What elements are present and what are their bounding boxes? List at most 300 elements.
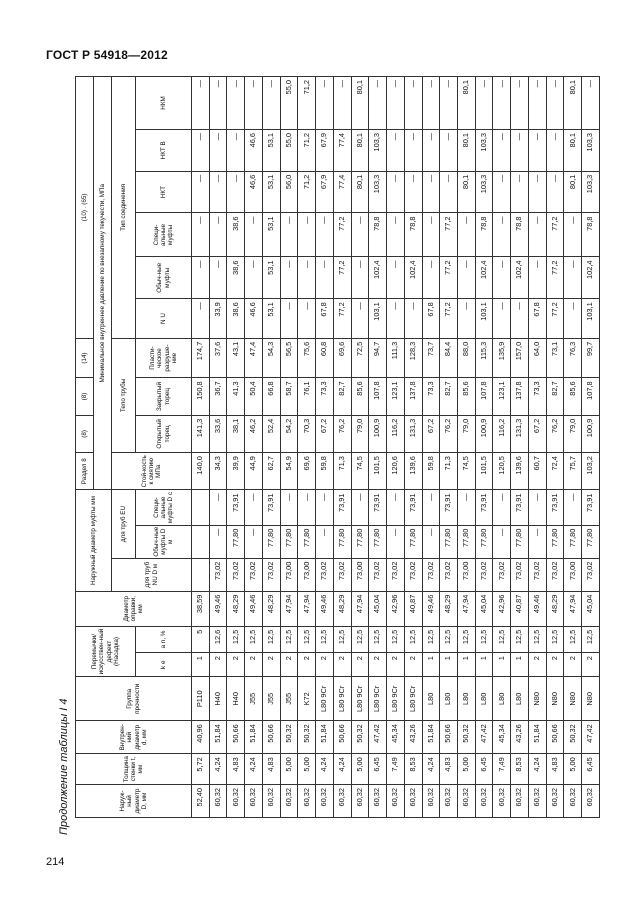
table-cell: 80,1 xyxy=(351,171,369,213)
table-cell: 78,8 xyxy=(475,213,493,257)
table-cell: — xyxy=(422,171,440,213)
table-cell: 77,2 xyxy=(333,213,351,257)
table-cell: 52,4 xyxy=(262,415,280,452)
table-cell: — xyxy=(351,257,369,299)
table-row xyxy=(192,77,210,818)
table-cell: — xyxy=(440,171,458,213)
table-cell: 53,1 xyxy=(262,171,280,213)
table-cell: 76,2 xyxy=(333,415,351,452)
table-cell: 8,53 xyxy=(404,754,422,785)
table-cell: L80 9Cr xyxy=(404,677,422,721)
table-cell: 102,4 xyxy=(511,257,529,299)
table-cell: 77,2 xyxy=(440,257,458,299)
table-cell: — xyxy=(422,257,440,299)
table-cell: — xyxy=(209,171,227,213)
table-cell: N80 xyxy=(582,677,600,721)
table-cell: 47,42 xyxy=(369,721,387,754)
table-cell: 43,1 xyxy=(227,338,245,378)
table-cell: 73,02 xyxy=(511,558,529,591)
table-cell: — xyxy=(351,299,369,339)
table-cell: 139,6 xyxy=(404,453,422,490)
table-row xyxy=(316,77,334,818)
table-cell: 38,6 xyxy=(227,299,245,339)
table-cell: 73,91 xyxy=(333,490,351,525)
table-cell: 47,94 xyxy=(458,591,476,626)
table-cell: 50,32 xyxy=(458,721,476,754)
table-cell: — xyxy=(280,299,298,339)
table-cell: 73,02 xyxy=(387,558,405,591)
table-cell: — xyxy=(351,213,369,257)
table-cell: 12,6 xyxy=(209,626,227,652)
table-cell: 80,1 xyxy=(564,129,582,171)
table-row xyxy=(280,77,298,818)
table-cell: H40 xyxy=(227,677,245,721)
table-cell: 77,4 xyxy=(333,129,351,171)
table-cell: — xyxy=(227,129,245,171)
table-row xyxy=(245,77,263,818)
table-cell: 73,02 xyxy=(209,558,227,591)
table-cell: 1 xyxy=(192,653,210,677)
table-cell: 45,04 xyxy=(582,591,600,626)
table-cell: 4,24 xyxy=(333,754,351,785)
th-nu-coupling: для труб NU D м xyxy=(112,558,192,591)
th-wall-thickness: Толщина стенки t, мм xyxy=(76,754,192,785)
th-section-8a: (8) xyxy=(76,415,94,452)
table-cell: 2 xyxy=(316,653,334,677)
table-cell: 56,5 xyxy=(280,338,298,378)
table-cell: 55,0 xyxy=(280,129,298,171)
table-cell: 43,26 xyxy=(404,721,422,754)
table-cell: 44,9 xyxy=(245,453,263,490)
th-eu-special: Специ-альные муфты D с xyxy=(136,490,192,525)
table-cell: — xyxy=(422,77,440,130)
table-cell: 128,3 xyxy=(404,338,422,378)
table-cell: 99,7 xyxy=(582,338,600,378)
table-cell: 74,5 xyxy=(351,453,369,490)
table-cell: — xyxy=(422,129,440,171)
table-cell: 6,45 xyxy=(475,754,493,785)
th-drift-diameter: Диаметр оправки, мм xyxy=(76,591,192,626)
table-cell: 73,02 xyxy=(440,558,458,591)
th-nkm: НКМ xyxy=(136,77,192,130)
table-cell: 73,02 xyxy=(227,558,245,591)
table-cell: 77,80 xyxy=(262,525,280,558)
table-cell: 5,00 xyxy=(351,754,369,785)
table-cell: 47,42 xyxy=(475,721,493,754)
table-cell: 60,32 xyxy=(245,785,263,818)
table-row xyxy=(582,77,600,818)
table-cell: 137,8 xyxy=(404,378,422,415)
table-cell: 73,02 xyxy=(316,558,334,591)
table-cell: — xyxy=(582,77,600,130)
table-cell: L80 9Cr xyxy=(351,677,369,721)
table-cell: 76,2 xyxy=(440,415,458,452)
table-cell: — xyxy=(192,171,210,213)
table-cell: 77,80 xyxy=(333,525,351,558)
table-cell: 66,8 xyxy=(262,378,280,415)
table-cell: 60,32 xyxy=(280,785,298,818)
table-cell: 141,3 xyxy=(192,415,210,452)
table-cell: — xyxy=(422,213,440,257)
table-cell: 69,6 xyxy=(298,453,316,490)
table-cell: 77,80 xyxy=(280,525,298,558)
table-cell: 38,1 xyxy=(227,415,245,452)
table-row xyxy=(422,77,440,818)
table-cell: 2 xyxy=(387,653,405,677)
table-cell: 137,8 xyxy=(511,378,529,415)
table-cell: 45,04 xyxy=(475,591,493,626)
table-cell xyxy=(192,525,210,558)
table-cell: 50,66 xyxy=(333,721,351,754)
table-cell: 77,80 xyxy=(458,525,476,558)
table-cell: — xyxy=(493,257,511,299)
table-cell: 67,2 xyxy=(422,415,440,452)
table-cell: 75,6 xyxy=(298,338,316,378)
table-cell: 60,32 xyxy=(493,785,511,818)
table-cell: — xyxy=(245,213,263,257)
table-cell: N80 xyxy=(564,677,582,721)
table-cell: 4,24 xyxy=(528,754,546,785)
table-cell: 12,5 xyxy=(351,626,369,652)
table-cell: 103,1 xyxy=(582,299,600,339)
table-cell: 73,02 xyxy=(333,558,351,591)
table-cell: 48,29 xyxy=(262,591,280,626)
th-nu: N U xyxy=(136,299,192,339)
table-row xyxy=(227,77,245,818)
table-cell: — xyxy=(245,77,263,130)
table-cell: — xyxy=(440,129,458,171)
table-cell: 60,32 xyxy=(582,785,600,818)
table-cell: — xyxy=(493,490,511,525)
table-cell: 12,5 xyxy=(387,626,405,652)
table-cell: K72 xyxy=(298,677,316,721)
table-cell: 2 xyxy=(369,653,387,677)
table-cell: 60,32 xyxy=(262,785,280,818)
th-connection-type: Тип соединения xyxy=(112,77,136,339)
table-row xyxy=(369,77,387,818)
table-cell: 157,0 xyxy=(511,338,529,378)
table-cell: — xyxy=(298,490,316,525)
table-cell: 47,94 xyxy=(298,591,316,626)
table-cell: — xyxy=(245,257,263,299)
table-cell: 60,32 xyxy=(369,785,387,818)
table-cell: 73,91 xyxy=(475,490,493,525)
table-cell: 73,91 xyxy=(369,490,387,525)
table-cell: — xyxy=(493,213,511,257)
table-cell: 80,1 xyxy=(458,77,476,130)
table-cell: 45,34 xyxy=(387,721,405,754)
table-cell: 80,1 xyxy=(351,77,369,130)
table-cell: 82,7 xyxy=(546,378,564,415)
table-cell: — xyxy=(387,77,405,130)
table-cell: — xyxy=(458,257,476,299)
table-cell: 77,80 xyxy=(546,525,564,558)
table-cell: 85,6 xyxy=(351,378,369,415)
table-cell: 80,1 xyxy=(564,77,582,130)
table-cell: 59,8 xyxy=(316,453,334,490)
table-cell: 7,49 xyxy=(387,754,405,785)
table-cell: 2 xyxy=(404,653,422,677)
rotated-table-container xyxy=(75,76,600,818)
table-cell: 51,84 xyxy=(316,721,334,754)
table-cell: — xyxy=(245,525,263,558)
table-cell: 71,3 xyxy=(440,453,458,490)
table-cell: 79,0 xyxy=(458,415,476,452)
table-cell: 53,1 xyxy=(262,129,280,171)
table-cell: — xyxy=(387,129,405,171)
table-cell: 47,94 xyxy=(564,591,582,626)
table-cell: 71,2 xyxy=(298,129,316,171)
table-cell: 80,1 xyxy=(458,171,476,213)
table-cell: 73,02 xyxy=(475,558,493,591)
table-cell: 174,7 xyxy=(192,338,210,378)
table-cell: 58,7 xyxy=(280,378,298,415)
table-cell: — xyxy=(564,299,582,339)
table-cell: 50,32 xyxy=(298,721,316,754)
table-cell: 101,5 xyxy=(475,453,493,490)
table-row xyxy=(511,77,529,818)
table-cell: — xyxy=(298,213,316,257)
table-cell: 103,1 xyxy=(369,299,387,339)
table-cell: 82,7 xyxy=(440,378,458,415)
th-closed-ends: Закрытый торец xyxy=(136,378,192,415)
table-cell: 100,9 xyxy=(582,415,600,452)
table-cell: L80 9Cr xyxy=(316,677,334,721)
table-cell: 2 xyxy=(262,653,280,677)
table-cell: 77,80 xyxy=(582,525,600,558)
table-cell: 1 xyxy=(493,653,511,677)
th-upset-group: Перемычки/ искусствен-ный дефект (Насадка) xyxy=(76,626,136,677)
table-cell: 48,29 xyxy=(333,591,351,626)
table-cell: 12,5 xyxy=(280,626,298,652)
table-cell: — xyxy=(280,257,298,299)
table-cell: 103,2 xyxy=(582,453,600,490)
table-cell: — xyxy=(528,257,546,299)
table-cell: 107,8 xyxy=(369,378,387,415)
table-cell: 40,87 xyxy=(511,591,529,626)
table-cell: 100,9 xyxy=(369,415,387,452)
table-cell: 73,02 xyxy=(528,558,546,591)
table-header xyxy=(76,77,192,818)
table-cell: 40,96 xyxy=(192,721,210,754)
table-cell: 103,3 xyxy=(582,129,600,171)
table-cell: 48,29 xyxy=(440,591,458,626)
table-cell: 5,00 xyxy=(298,754,316,785)
table-cell: 4,83 xyxy=(227,754,245,785)
table-caption: Продолжение таблицы I 4 xyxy=(58,698,70,835)
table-cell: — xyxy=(458,299,476,339)
table-cell: — xyxy=(245,490,263,525)
table-cell: 67,8 xyxy=(528,299,546,339)
table-cell: 107,8 xyxy=(582,378,600,415)
table-cell: 5,00 xyxy=(458,754,476,785)
table-cell: 60,32 xyxy=(546,785,564,818)
table-cell: 4,24 xyxy=(209,754,227,785)
table-cell: 12,5 xyxy=(404,626,422,652)
table-cell: 73,02 xyxy=(369,558,387,591)
table-cell: 77,2 xyxy=(440,213,458,257)
table-cell: 60,32 xyxy=(333,785,351,818)
table-cell: 69,6 xyxy=(333,338,351,378)
table-cell: 1 xyxy=(475,653,493,677)
table-cell: 12,5 xyxy=(316,626,334,652)
table-cell: 49,46 xyxy=(528,591,546,626)
table-cell: 60,32 xyxy=(440,785,458,818)
table-cell: 77,80 xyxy=(564,525,582,558)
table-cell: 73,91 xyxy=(511,490,529,525)
table-cell: 60,8 xyxy=(316,338,334,378)
data-table xyxy=(75,76,600,818)
table-cell: — xyxy=(298,257,316,299)
table-cell: — xyxy=(528,525,546,558)
table-cell: 51,84 xyxy=(209,721,227,754)
table-cell: 103,1 xyxy=(475,299,493,339)
table-cell: 60,32 xyxy=(209,785,227,818)
table-cell: 49,46 xyxy=(422,591,440,626)
table-cell: 73,1 xyxy=(546,338,564,378)
table-cell: — xyxy=(387,490,405,525)
table-cell: 77,2 xyxy=(333,257,351,299)
table-cell: 78,8 xyxy=(511,213,529,257)
table-cell: 2 xyxy=(528,653,546,677)
table-cell: 100,9 xyxy=(475,415,493,452)
table-cell: 72,4 xyxy=(546,453,564,490)
table-cell: 101,5 xyxy=(369,453,387,490)
table-cell: 4,83 xyxy=(440,754,458,785)
table-cell: 102,4 xyxy=(475,257,493,299)
table-cell: 50,66 xyxy=(262,721,280,754)
table-cell: 6,45 xyxy=(369,754,387,785)
table-cell: — xyxy=(387,299,405,339)
table-cell: — xyxy=(564,490,582,525)
table-cell: 4,83 xyxy=(546,754,564,785)
table-cell: — xyxy=(316,525,334,558)
table-cell: — xyxy=(387,171,405,213)
table-cell: 77,2 xyxy=(546,213,564,257)
table-cell: 78,8 xyxy=(582,213,600,257)
table-cell: 73,7 xyxy=(422,338,440,378)
table-cell: L80 xyxy=(493,677,511,721)
table-cell: 2 xyxy=(209,653,227,677)
table-cell: 12,5 xyxy=(227,626,245,652)
table-cell: 2 xyxy=(582,653,600,677)
th-eu-spec: Специ-альные муфты xyxy=(136,213,192,257)
table-cell: 71,2 xyxy=(298,77,316,130)
table-cell: — xyxy=(564,213,582,257)
table-cell: 123,1 xyxy=(493,378,511,415)
table-cell: 1 xyxy=(458,653,476,677)
table-cell: 116,2 xyxy=(387,415,405,452)
table-row xyxy=(404,77,422,818)
table-cell: 12,5 xyxy=(546,626,564,652)
table-cell: 73,02 xyxy=(262,558,280,591)
table-cell: 107,8 xyxy=(475,378,493,415)
table-cell: — xyxy=(209,129,227,171)
table-cell: 139,6 xyxy=(511,453,529,490)
table-cell: 73,02 xyxy=(245,558,263,591)
table-cell: 102,4 xyxy=(582,257,600,299)
table-cell: 73,91 xyxy=(262,490,280,525)
table-cell: 77,80 xyxy=(440,525,458,558)
table-cell: 77,2 xyxy=(333,299,351,339)
table-cell: — xyxy=(209,257,227,299)
table-cell: — xyxy=(387,213,405,257)
table-cell: 71,2 xyxy=(298,171,316,213)
table-cell: 8,53 xyxy=(511,754,529,785)
table-cell: 85,6 xyxy=(564,378,582,415)
table-cell: 5,72 xyxy=(192,754,210,785)
table-cell: 6,45 xyxy=(582,754,600,785)
table-cell: 42,96 xyxy=(493,591,511,626)
th-inner-diameter: Внутрен-ний диаметр d, мм xyxy=(76,721,192,754)
table-cell: L80 xyxy=(440,677,458,721)
table-cell: — xyxy=(209,490,227,525)
table-cell: 73,00 xyxy=(298,558,316,591)
table-cell: 67,8 xyxy=(422,299,440,339)
table-cell: 49,46 xyxy=(316,591,334,626)
table-row xyxy=(546,77,564,818)
table-cell: 103,3 xyxy=(475,129,493,171)
table-cell: — xyxy=(351,490,369,525)
table-cell: — xyxy=(192,213,210,257)
table-cell: 37,6 xyxy=(209,338,227,378)
table-cell: 73,91 xyxy=(404,490,422,525)
table-cell: 67,2 xyxy=(528,415,546,452)
table-cell: 50,66 xyxy=(440,721,458,754)
th-plastic-burst: Пласти-ческое разруше-ние xyxy=(136,338,192,378)
table-cell: 48,29 xyxy=(546,591,564,626)
table-cell: 45,34 xyxy=(493,721,511,754)
table-cell: — xyxy=(475,77,493,130)
table-cell: 73,3 xyxy=(316,378,334,415)
table-cell: 49,46 xyxy=(245,591,263,626)
table-cell: 73,3 xyxy=(422,378,440,415)
table-cell: L80 9Cr xyxy=(333,677,351,721)
table-row xyxy=(475,77,493,818)
table-cell: 4,24 xyxy=(245,754,263,785)
table-cell: 77,80 xyxy=(227,525,245,558)
th-section-label: Раздел 8 xyxy=(76,453,94,490)
table-row xyxy=(458,77,476,818)
table-cell: 41,3 xyxy=(227,378,245,415)
table-cell: 103,3 xyxy=(369,171,387,213)
table-cell: 51,84 xyxy=(245,721,263,754)
table-cell: — xyxy=(316,257,334,299)
table-cell: 50,66 xyxy=(227,721,245,754)
table-cell: 79,0 xyxy=(351,415,369,452)
table-cell: 38,59 xyxy=(192,591,210,626)
table-cell: J55 xyxy=(280,677,298,721)
th-nktv: НКТ В xyxy=(136,129,192,171)
table-cell: 64,0 xyxy=(528,338,546,378)
th-pressure-note: Минимальное внутреннее давление по внезапному текучести, МПа xyxy=(94,77,112,490)
table-cell: 75,7 xyxy=(564,453,582,490)
table-cell: — xyxy=(528,129,546,171)
table-cell: 34,3 xyxy=(209,453,227,490)
table-cell: 12,5 xyxy=(422,626,440,652)
table-cell: — xyxy=(404,171,422,213)
table-cell: 40,87 xyxy=(404,591,422,626)
table-cell: 2 xyxy=(333,653,351,677)
table-cell: 60,32 xyxy=(564,785,582,818)
table-cell: 42,96 xyxy=(387,591,405,626)
table-cell: 53,1 xyxy=(262,299,280,339)
table-cell: 12,5 xyxy=(298,626,316,652)
table-cell: 73,02 xyxy=(546,558,564,591)
th-strength-group: Группа прочности xyxy=(76,677,192,721)
table-cell: 2 xyxy=(298,653,316,677)
table-row xyxy=(333,77,351,818)
